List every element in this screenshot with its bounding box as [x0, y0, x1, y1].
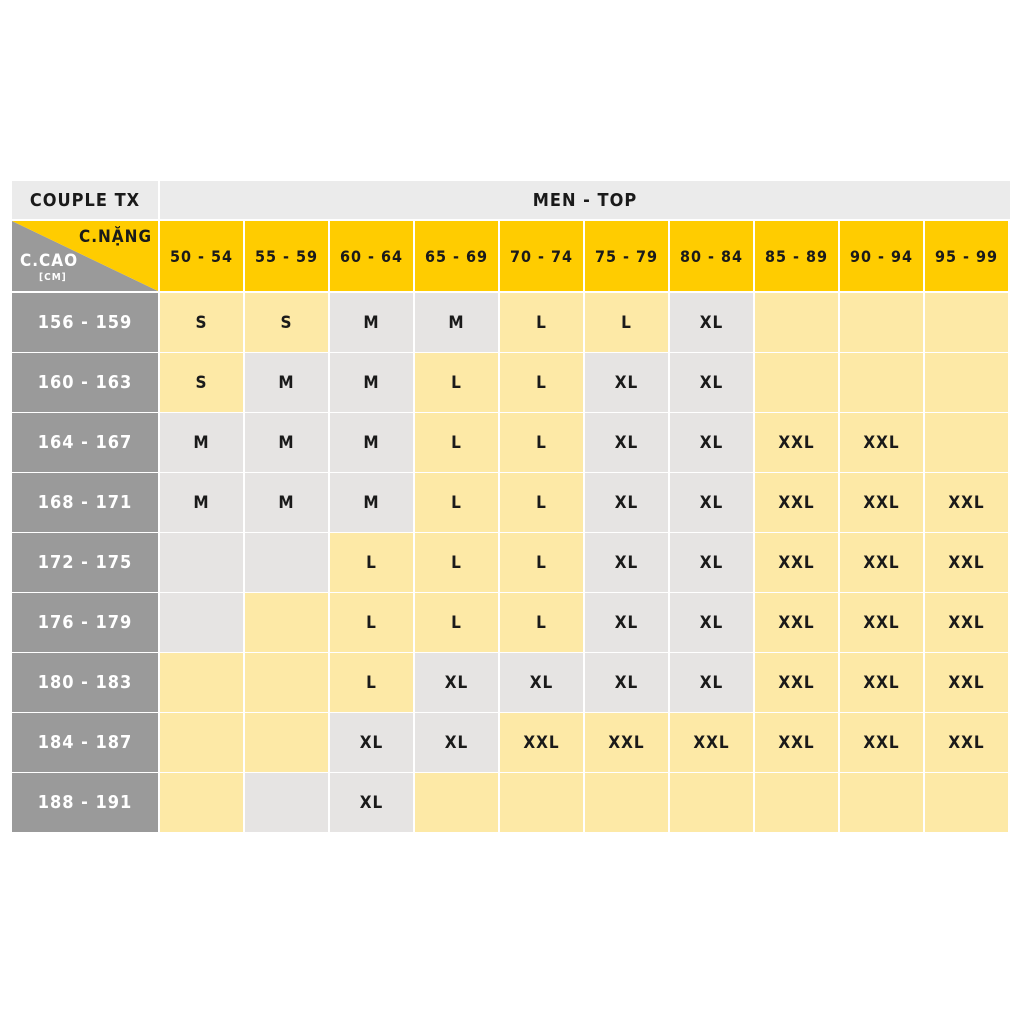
weight-range-header: 50 - 54	[160, 221, 243, 291]
size-cell	[160, 653, 243, 712]
size-cell: S	[160, 353, 243, 412]
size-cell	[160, 713, 243, 772]
size-cell: XL	[415, 653, 498, 712]
size-cell: M	[245, 353, 328, 412]
size-cell: L	[330, 593, 413, 652]
size-cell: L	[415, 593, 498, 652]
weight-range-header: 60 - 64	[330, 221, 413, 291]
size-cell	[160, 593, 243, 652]
size-cell: XXL	[840, 413, 923, 472]
size-cell: XL	[670, 533, 753, 592]
size-cell: XL	[670, 293, 753, 352]
size-cell	[245, 773, 328, 832]
size-cell: M	[330, 353, 413, 412]
size-cell: S	[245, 293, 328, 352]
height-range-header: 164 - 167	[12, 413, 158, 472]
size-cell	[840, 773, 923, 832]
size-cell: M	[330, 293, 413, 352]
weight-range-header: 85 - 89	[755, 221, 838, 291]
weight-range-header: 70 - 74	[500, 221, 583, 291]
size-cell: L	[500, 533, 583, 592]
weight-range-header: 75 - 79	[585, 221, 668, 291]
size-cell	[925, 773, 1008, 832]
size-cell: XL	[670, 353, 753, 412]
size-cell: M	[330, 473, 413, 532]
height-range-header: 156 - 159	[12, 293, 158, 352]
size-cell: L	[500, 413, 583, 472]
size-cell: XXL	[925, 533, 1008, 592]
size-cell: XXL	[840, 593, 923, 652]
height-range-header: 180 - 183	[12, 653, 158, 712]
size-cell	[840, 293, 923, 352]
size-cell: M	[245, 473, 328, 532]
size-cell: L	[415, 353, 498, 412]
size-cell	[755, 353, 838, 412]
size-cell: XL	[670, 653, 753, 712]
size-cell	[160, 773, 243, 832]
height-unit-label: [CM]	[39, 272, 67, 283]
size-cell	[840, 353, 923, 412]
size-cell: XXL	[925, 593, 1008, 652]
weight-range-header: 65 - 69	[415, 221, 498, 291]
height-range-header: 168 - 171	[12, 473, 158, 532]
size-cell: XXL	[840, 473, 923, 532]
size-cell: XXL	[925, 473, 1008, 532]
size-cell: XXL	[925, 713, 1008, 772]
size-cell: XXL	[500, 713, 583, 772]
size-cell: L	[500, 353, 583, 412]
size-cell: XL	[415, 713, 498, 772]
size-cell: XL	[670, 413, 753, 472]
weight-range-header: 80 - 84	[670, 221, 753, 291]
size-cell: XXL	[755, 533, 838, 592]
size-cell: XXL	[925, 653, 1008, 712]
size-cell: XL	[670, 593, 753, 652]
size-cell: L	[415, 413, 498, 472]
size-cell: M	[415, 293, 498, 352]
brand-label: COUPLE TX	[12, 181, 158, 219]
size-cell: M	[160, 413, 243, 472]
size-cell: M	[245, 413, 328, 472]
size-cell: L	[500, 293, 583, 352]
height-range-header: 188 - 191	[12, 773, 158, 832]
size-cell: XL	[500, 653, 583, 712]
size-cell	[245, 593, 328, 652]
height-range-header: 176 - 179	[12, 593, 158, 652]
size-cell: XL	[585, 653, 668, 712]
size-cell: XXL	[755, 713, 838, 772]
size-cell	[755, 293, 838, 352]
size-cell: XL	[585, 593, 668, 652]
corner-header	[12, 221, 158, 291]
size-cell: XL	[330, 713, 413, 772]
size-cell	[670, 773, 753, 832]
size-cell: L	[585, 293, 668, 352]
height-range-header: 160 - 163	[12, 353, 158, 412]
size-cell: XXL	[755, 653, 838, 712]
weight-range-header: 90 - 94	[840, 221, 923, 291]
size-cell	[925, 413, 1008, 472]
size-cell	[925, 353, 1008, 412]
weight-range-header: 95 - 99	[925, 221, 1008, 291]
size-cell: L	[330, 653, 413, 712]
height-axis-label: C.CAO	[20, 251, 79, 271]
size-cell	[245, 533, 328, 592]
size-cell: XXL	[840, 713, 923, 772]
size-cell	[160, 533, 243, 592]
size-cell: M	[330, 413, 413, 472]
weight-range-header: 55 - 59	[245, 221, 328, 291]
size-cell: L	[415, 533, 498, 592]
height-range-header: 172 - 175	[12, 533, 158, 592]
size-cell: L	[500, 593, 583, 652]
size-cell: XXL	[840, 533, 923, 592]
size-cell	[755, 773, 838, 832]
size-cell: XXL	[755, 593, 838, 652]
size-cell: XXL	[755, 413, 838, 472]
size-cell: S	[160, 293, 243, 352]
chart-title: MEN - TOP	[160, 181, 1010, 219]
size-cell	[245, 713, 328, 772]
size-chart-table	[12, 181, 1010, 841]
size-cell: XL	[330, 773, 413, 832]
size-cell: M	[160, 473, 243, 532]
size-cell: L	[330, 533, 413, 592]
size-cell: XXL	[755, 473, 838, 532]
size-cell: L	[500, 473, 583, 532]
size-cell: XL	[585, 473, 668, 532]
size-cell: L	[415, 473, 498, 532]
weight-axis-label: C.NẶNG	[78, 227, 152, 247]
height-range-header: 184 - 187	[12, 713, 158, 772]
size-cell: XL	[585, 413, 668, 472]
size-cell	[585, 773, 668, 832]
size-cell	[415, 773, 498, 832]
size-cell: XXL	[670, 713, 753, 772]
size-cell: XL	[585, 533, 668, 592]
size-cell: XL	[585, 353, 668, 412]
size-cell	[500, 773, 583, 832]
size-cell: XXL	[585, 713, 668, 772]
size-cell	[245, 653, 328, 712]
size-cell	[925, 293, 1008, 352]
size-cell: XXL	[840, 653, 923, 712]
size-cell: XL	[670, 473, 753, 532]
